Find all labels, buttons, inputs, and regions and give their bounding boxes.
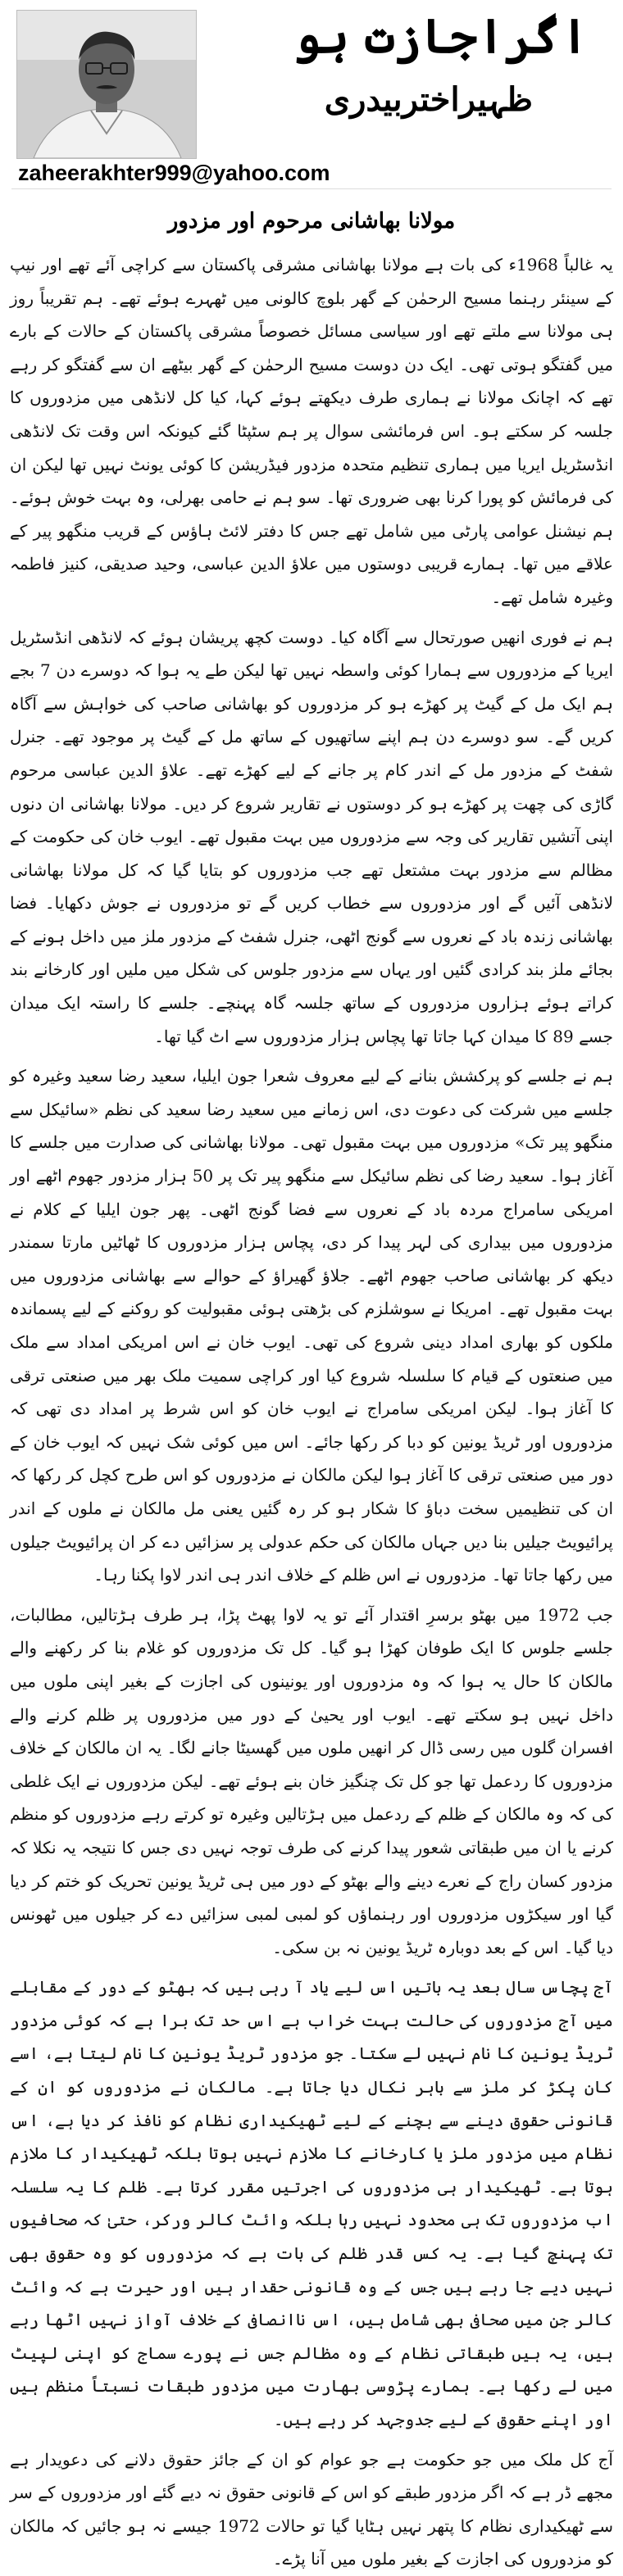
article-body [5, 248, 618, 2576]
author-photo [16, 10, 197, 159]
article-paragraph: آج پچاس سال بعد یہ باتیں اس لیے یاد آ رہی ہیں کہ بھٹو کے دور کے مقابلے میں آج مزدوروں کی حالت بہت خراب ہے اس حد تک برا ہے کہ کوئی مزدور ٹریڈ یونین کا نام نہیں لے سکتا۔ جو مزدور ٹریڈ یونین کا نام لیتا ہے، اسے کان پکڑ کر ملز سے باہر نکال دیا جاتا ہے۔ مالکان نے مزدوروں کو ان کے قانونی حقوق دینے سے بچنے کے لیے ٹھیکیداری نظام کو نافذ کر دیا ہے، اس نظام میں مزدور ملز یا کارخانے کا ملازم نہیں ہوتا بلکہ ٹھیکیدار کا ملازم ہوتا ہے۔ ٹھیکیدار ہی مزدوروں کی اجرتیں مقرر کرتا ہے۔ ظلم کا یہ سلسلہ اب مزدوروں تک ہی محدود نہیں رہا بلکہ وائٹ کالر ورکر، حتیٰ کہ صحافیوں تک پہنچ گیا ہے۔ یہ کس قدر ظلم کی بات ہے کہ مزدوروں کو وہ حقوق بھی نہیں دیے جا رہے ہیں جس کے وہ قانونی حقدار ہیں اور حیرت ہے کہ وائٹ کالر جن میں صحافی بھی شامل ہیں، اس ناانصافی کے خلاف آواز نہیں اٹھا رہے ہیں، یہ ہیں طبقاتی نظام کے وہ مظالم جس نے پورے سماج کو اپنی لپیٹ میں لے رکھا ہے۔ ہمارے پڑوسی بھارت میں مزدور طبقات نسبتاً منظم ہیں اور اپنے حقوق کے لیے جدوجہد کر رہے ہیں۔ [10, 1977, 613, 2429]
article-paragraph: آج کل ملک میں جو حکومت ہے جو عوام کو ان کے جائز حقوق دلانے کی دعویدار ہے مجھے ڈر ہے کہ اگر مزدور طبقے کو اس کے قانونی حقوق نہ دیے گئے اور مزدوروں کے سر سے ٹھیکیداری نظام کا پتھر نہیں ہٹایا گیا تو حالات 1972 جیسے نہ ہو جائیں کہ مالکان کو مزدوروں کی اجازت کے بغیر ملوں میں آنا پڑے۔ [10, 2449, 613, 2569]
author-name: ظہیراختربیدری [324, 80, 533, 119]
column-title: اگراجازت ہو [293, 8, 589, 64]
author-email: zaheerakhter999@yahoo.com [18, 161, 330, 185]
article-paragraph: یہ غالباً 1968ء کی بات ہے مولانا بھاشانی مشرقی پاکستان سے کراچی آئے تھے اور نیپ کے سینئر رہنما مسیح الرحمٰن کے گھر بلوچ کالونی میں ٹھہرے ہوئے تھے۔ ہم تقریباً روز ہی مولانا سے ملتے تھے اور سیاسی مسائل خصوصاً مشرقی پاکستان کے حالات کے بارے میں گفتگو ہوتی تھی۔ ایک دن دوست مسیح الرحمٰن کے گھر بیٹھے ان سے گفتگو کر رہے تھے کہ اچانک مولانا نے ہماری طرف دیکھتے ہوئے کہا، کیا کل لانڈھی میں مزدوروں کا جلسہ کر سکتے ہو۔ اس فرمائشی سوال پر ہم سٹپٹا گئے کیونکہ اس وقت تک لانڈھی انڈسٹریل ایریا میں ہماری تنظیم متحدہ مزدور فیڈریشن کا کوئی یونٹ نہیں تھا لیکن ان کی فرمائش کو پورا کرنا بھی ضروری تھا۔ سو ہم نے حامی بھرلی، وہ بہت خوش ہوئے۔ ہم نیشنل عوامی پارٹی میں شامل تھے جس کا دفتر لائٹ ہاؤس کے قریب منگھو پیر کے علاقے میں تھا۔ ہمارے قریبی دوستوں میں علاؤ الدین عباسی، وحید صدیقی، کنیز فاطمہ وغیرہ شامل تھے۔ [10, 255, 613, 607]
article-paragraph: جب 1972 میں بھٹو برسرِ اقتدار آئے تو یہ لاوا پھٹ پڑا، ہر طرف ہڑتالیں، مطالبات، جلسے جلوس کا ایک طوفان کھڑا ہو گیا۔ کل تک مزدوروں کو غلام بنا کر رکھنے والے مالکان کا حال یہ ہوا کہ وہ مزدوروں اور یونینوں کی اجازت کے بغیر اپنی ملوں میں داخل نہیں ہو سکتے تھے۔ ایوب اور یحییٰ کے دور میں مزدوروں پر ظلم کرنے والے افسران گلوں میں رسی ڈال کر انھیں ملوں میں گھسیٹا جانے لگا۔ یہ ان مالکان کے خلاف مزدوروں کا ردعمل تھا جو کل تک چنگیز خان بنے ہوئے تھے۔ لیکن مزدوروں نے ایک غلطی کی کہ وہ مالکان کے ظلم کے ردعمل میں ہڑتالیں وغیرہ تو کرتے رہے مزدوروں کو منظم کرنے یا ان میں طبقاتی شعور پیدا کرنے کی طرف توجہ نہیں دی جس کا نتیجہ یہ نکلا کہ مزدور کسان راج کے نعرے دینے والے بھٹو کے دور میں ہی ٹریڈ یونین تحریک کو ختم کر دیا گیا اور سیکڑوں مزدوروں اور رہنماؤں کو لمبی لمبی سزائیں دے کر جیلوں میں ٹھونس دیا گیا۔ اس کے بعد دوبارہ ٹریڈ یونین نہ بن سکی۔ [10, 1604, 614, 1957]
column-header [11, 0, 612, 189]
article-paragraph: ہم نے جلسے کو پرکشش بنانے کے لیے معروف شعرا جون ایلیا، سعید رضا سعید وغیرہ کو جلسے میں شرکت کی دعوت دی، اس زمانے میں سعید رضا سعید کی نظم «سائیکل سے منگھو پیر تک» مزدوروں میں بہت مقبول تھی۔ مولانا بھاشانی کی صدارت میں جلسے کا آغاز ہوا۔ سعید رضا کی نظم سائیکل سے منگھو پیر تک پر 50 ہزار مزدور جھوم اٹھے اور امریکی سامراج مردہ باد کے نعروں سے فضا گونج اٹھی۔ پھر جون ایلیا کے کلام نے مزدوروں میں بیداری کی لہر پیدا کر دی، پچاس ہزار مزدوروں کا ٹھاٹیں مارتا سمندر دیکھ کر بھاشانی صاحب جھوم اٹھے۔ جلاؤ گھیراؤ کے حوالے سے بھاشانی مزدوروں میں بہت مقبول تھے۔ امریکا نے سوشلزم کی بڑھتی ہوئی مقبولیت کو روکنے کے لیے پسماندہ ملکوں کو بھاری امداد دینی شروع کی تھی۔ ایوب خان نے اس امریکی امداد سے ملک میں صنعتوں کے قیام کا سلسلہ شروع کیا اور کراچی سمیت ملک بھر میں صنعتی ترقی کا آغاز ہوا۔ لیکن امریکی سامراج نے ایوب خان کو اس شرط پر امداد دی تھی کہ مزدوروں اور ٹریڈ یونین کو دبا کر رکھا جائے۔ اس میں کوئی شک نہیں کہ ایوب خان کے دور میں صنعتی ترقی کا آغاز ہوا لیکن مالکان نے مزدوروں کو اس طرح کچل کر رکھا کہ ان کی تنظیمیں سخت دباؤ کا شکار ہو کر رہ گئیں یعنی مل مالکان نے ملوں کے اندر پرائیویٹ جیلیں بنا دیں جہاں مالکان کی حکم عدولی پر سزائیں دے کر ان پرائیویٹ جیلوں میں رکھا جاتا تھا۔ مزدوروں نے اس ظلم کے خلاف اندر ہی اندر لاوا پکنا رہا۔ [10, 1066, 613, 1585]
author-photo-graphic [17, 11, 196, 158]
article-headline: مولانا بھاشانی مرحوم اور مزدور [167, 209, 456, 234]
article-paragraph: ہم نے فوری انھیں صورتحال سے آگاہ کیا۔ دوست کچھ پریشان ہوئے کہ لانڈھی انڈسٹریل ایریا کے مزدوروں سے ہمارا کوئی واسطہ نہیں تھا لیکن طے یہ ہوا کہ دوسرے دن 7 بجے ہم ایک مل کے گیٹ پر کھڑے ہو کر مزدوروں کو بھاشانی صاحب کی خواہش سے آگاہ کریں گے۔ سو دوسرے دن ہم اپنے ساتھیوں کے ساتھ مل کے گیٹ پر موجود تھے۔ جنرل شفٹ کے مزدور مل کے اندر کام پر جانے کے لیے کھڑے تھے۔ علاؤ الدین عباسی مرحوم گاڑی کی چھت پر کھڑے ہو کر دوستوں نے تقاریر شروع کر دیں۔ مولانا بھاشانی ان دنوں اپنی آتشیں تقاریر کی وجہ سے مزدوروں میں بہت مقبول تھے۔ ایوب خان کی حکومت کے مظالم سے مزدور بہت مشتعل تھے جب مزدوروں کو بتایا گیا کہ کل مولانا بھاشانی لانڈھی آئیں گے اور مزدوروں سے خطاب کریں گے تو مزدوروں نے جوش دکھایا۔ فضا بھاشانی زندہ باد کے نعروں سے گونج اٹھی، جنرل شفٹ کے مزدور ملز میں داخل ہونے کے بجائے ملز بند کرادی گئیں اور یہاں سے مزدور جلوس کی شکل میں ملیں اور کارخانے بند کراتے ہوئے ہزاروں مزدوروں کے ساتھ جلسہ گاہ پہنچے۔ جلسے کا راستہ ایک میدان جسے 89 کا میدان کہا جاتا تھا پچاس ہزار مزدوروں سے اٹ گیا تھا۔ [10, 627, 614, 1046]
